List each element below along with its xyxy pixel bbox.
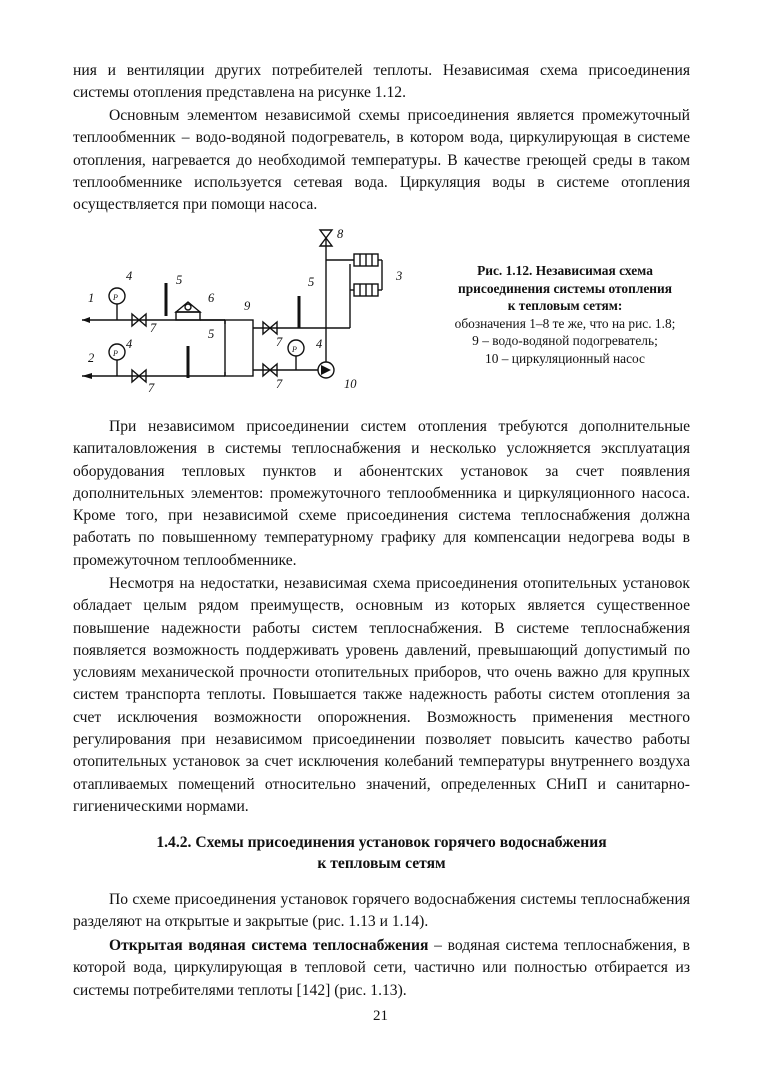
gauge-letter: P bbox=[113, 293, 118, 302]
label-7: 7 bbox=[150, 321, 157, 335]
air-vent-valve bbox=[320, 230, 332, 238]
paragraph-advantages: Несмотря на недостатки, независимая схема присоединения отопительных установок обладает целым рядом преимуществ, основным из которых является существенное повышение надежности работы систем теплоснабжения. В системе теплоснабжения появляется возможность поддерживать уровень давлений, превышающий допустимый по условиям механической прочности отопительных приборов, что очень важно для крупных систем транспорта теплоты. Повышается также надежность работы систем отопления за счет исключения возможности опорожнения. Возможность применения местного регулирования при независимом присоединении позволяет повысить качество работы отопительных установок за счет исключения колебаний температуры внутреннего воздуха отапливаемых помещений относительно значений, определенных СНиП и санитарно-гигиеническими нормами. bbox=[73, 575, 690, 815]
paragraph-drawbacks: При независимом присоединении систем отопления требуются дополнительные капиталовложения в системы теплоснабжения и несколько усложняется эксплуатация оборудования тепловых пунктов и абонентских установок за счет появления дополнительных элементов: промежуточного теплообменника и циркуляционного насоса. Кроме того, при независимой схеме присоединения система теплоснабжения должна работать по повышенному температурному графику для компенсации недогрева воды в промежуточном теплообменнике. bbox=[73, 418, 690, 569]
figure-1-12-diagram bbox=[80, 228, 425, 393]
label-5: 5 bbox=[308, 275, 315, 289]
gauge-letter: P bbox=[292, 345, 297, 354]
caption-title-line: Рис. 1.12. Независимая схема bbox=[477, 263, 653, 278]
section-heading-line: к тепловым сетям bbox=[317, 855, 446, 872]
heat-exchanger bbox=[225, 320, 253, 376]
page-number: 21 bbox=[373, 1008, 388, 1024]
label-7: 7 bbox=[148, 381, 155, 393]
label-7: 7 bbox=[276, 335, 283, 349]
mud-trap bbox=[176, 312, 200, 320]
paragraph-intro: ния и вентиляции других потребителей теплоты. Независимая схема присоединения системы отопления представлена на рисунке 1.12. bbox=[73, 62, 690, 102]
figure-caption bbox=[424, 262, 706, 368]
gauge-letter: P bbox=[113, 349, 118, 358]
caption-line: 10 – циркуляционный насос bbox=[485, 350, 645, 366]
paragraph-main-element: Основным элементом независимой схемы присоединения является промежуточный теплообменник – водо-водяной подогреватель, в котором вода, циркулирующая в системе отопления, нагревается до необходимой температуры. В качестве греющей среды в таком теплообменнике используется сетевая вода. Циркуляция воды в системе отопления осуществляется при помощи насоса. bbox=[73, 107, 690, 214]
label-4: 4 bbox=[316, 337, 323, 351]
flow-arrow bbox=[82, 373, 92, 379]
label-3: 3 bbox=[396, 269, 403, 283]
flow-arrow bbox=[82, 317, 90, 323]
caption-line: обозначения 1–8 те же, что на рис. 1.8; bbox=[454, 315, 676, 331]
label-10: 10 bbox=[344, 377, 357, 391]
paragraph-open-system bbox=[73, 935, 690, 1002]
caption-line: 9 – водо-водяной подогреватель; bbox=[472, 333, 658, 349]
mud-trap-dot bbox=[185, 304, 191, 310]
label-1: 1 bbox=[88, 291, 95, 305]
label-7: 7 bbox=[276, 377, 283, 391]
label-8: 8 bbox=[337, 228, 344, 241]
label-5: 5 bbox=[208, 327, 215, 341]
caption-title-line: к тепловым сетям: bbox=[507, 298, 623, 314]
label-5: 5 bbox=[176, 273, 183, 287]
caption-title-line: присоединения системы отопления bbox=[458, 280, 672, 296]
label-4: 4 bbox=[126, 337, 133, 351]
label-2: 2 bbox=[88, 351, 95, 365]
section-heading bbox=[73, 832, 690, 874]
section-heading-line: 1.4.2. Схемы присоединения установок горячего водоснабжения bbox=[156, 834, 607, 851]
term-open-system: Открытая водяная система теплоснабжения bbox=[109, 937, 429, 954]
label-4: 4 bbox=[126, 269, 133, 283]
definition-text: – водяная система теплоснабжения, в которой вода, циркулирующая в тепловой сети, частично или полностью отбирается из системы потребителями теплоты [142] (рис. 1.13). bbox=[73, 937, 690, 999]
label-9: 9 bbox=[244, 299, 251, 313]
label-6: 6 bbox=[208, 291, 215, 305]
paragraph-hot-water: По схеме присоединения установок горячего водоснабжения системы теплоснабжения разделяют на открытые и закрытые (рис. 1.13 и 1.14). bbox=[73, 891, 690, 931]
